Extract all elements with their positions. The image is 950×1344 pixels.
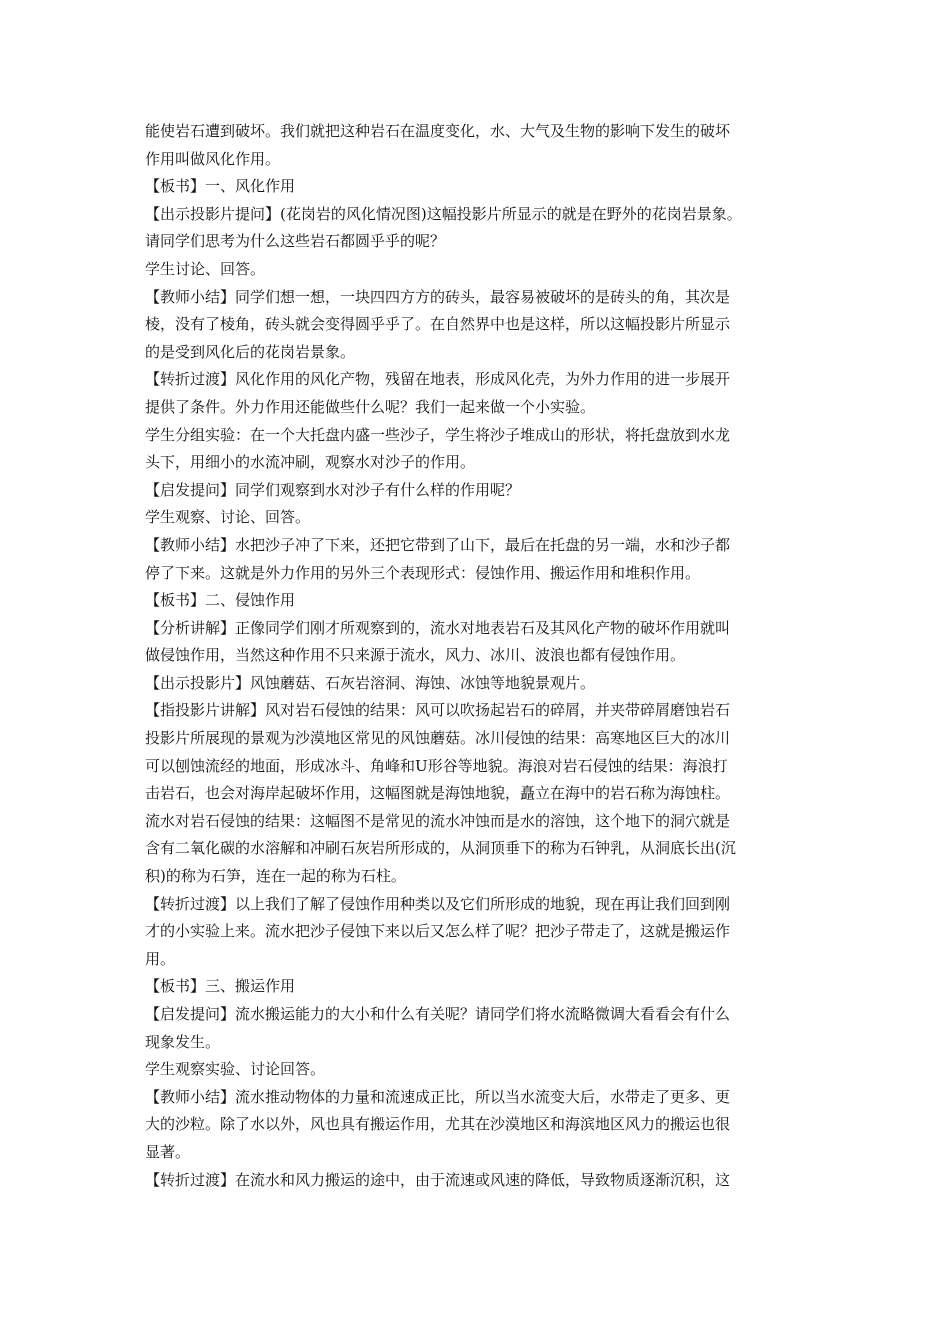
- text-line: 【指投影片讲解】风对岩石侵蚀的结果：风可以吹扬起岩石的碎屑，并夹带碎屑磨蚀岩石: [145, 701, 731, 720]
- text-line: 【分析讲解】正像同学们刚才所观察到的，流水对地表岩石及其风化产物的破坏作用就叫: [145, 618, 731, 637]
- text-line: 【板书】一、风化作用: [145, 177, 296, 196]
- text-line: 【教师小结】流水推动物体的力量和流速成正比，所以当水流变大后，水带走了更多、更: [145, 1087, 731, 1106]
- text-line: 请同学们思考为什么这些岩石都圆乎乎的呢？: [145, 232, 446, 251]
- text-line: 击岩石，也会对海岸起破坏作用，这幅图就是海蚀地貌，矗立在海中的岩石称为海蚀柱。: [145, 784, 731, 803]
- text-line: 停了下来。这就是外力作用的另外三个表现形式：侵蚀作用、搬运作用和堆积作用。: [145, 563, 701, 582]
- text-line: 提供了条件。外力作用还能做些什么呢？我们一起来做一个小实验。: [145, 397, 596, 416]
- text-line: 【板书】三、搬运作用: [145, 977, 296, 996]
- text-line: 学生分组实验：在一个大托盘内盛一些沙子，学生将沙子堆成山的形状，将托盘放到水龙: [145, 425, 731, 444]
- text-line: 显著。: [145, 1142, 191, 1161]
- text-line: 【教师小结】同学们想一想，一块四四方方的砖头，最容易被破坏的是砖头的角，其次是: [145, 287, 731, 306]
- text-line: 流水对岩石侵蚀的结果：这幅图不是常见的流水冲蚀而是水的溶蚀，这个地下的洞穴就是: [145, 811, 731, 830]
- text-line: 【启发提问】流水搬运能力的大小和什么有关呢？请同学们将水流略微调大看看会有什么: [145, 1005, 731, 1023]
- text-line: 作用叫做风化作用。: [145, 149, 281, 168]
- text-line: 【教师小结】水把沙子冲了下来，还把它带到了山下，最后在托盘的另一端，水和沙子都: [145, 535, 731, 554]
- text-line: 【出示投影片】风蚀蘑菇、石灰岩溶洞、海蚀、冰蚀等地貌景观片。: [145, 673, 596, 692]
- text-line: 棱，没有了棱角，砖头就会变得圆乎乎了。在自然界中也是这样，所以这幅投影片所显示: [145, 315, 731, 334]
- text-line: 做侵蚀作用，当然这种作用不只来源于流水，风力、冰川、波浪也都有侵蚀作用。: [145, 646, 686, 665]
- text-line: 【启发提问】同学们观察到水对沙子有什么样的作用呢？: [145, 480, 521, 499]
- text-line: 用。: [145, 949, 176, 968]
- text-line: 含有二氧化碳的水溶解和冲刷石灰岩所形成的，从洞顶垂下的称为石钟乳，从洞底长出(沉: [145, 839, 736, 858]
- text-line: 学生观察实验、讨论回答。: [145, 1060, 326, 1079]
- text-line: 大的沙粒。除了水以外，风也具有搬运作用，尤其在沙漠地区和海滨地区风力的搬运也很: [145, 1115, 731, 1134]
- text-line: 积)的称为石笋，连在一起的称为石柱。: [145, 867, 406, 886]
- text-line: 投影片所展现的景观为沙漠地区常见的风蚀蘑菇。冰川侵蚀的结果：高寒地区巨大的冰川: [145, 729, 731, 748]
- text-line: 现象发生。: [145, 1032, 221, 1051]
- text-line: 可以刨蚀流经的地面，形成冰斗、角峰和U形谷等地貌。海浪对岩石侵蚀的结果：海浪打: [145, 756, 728, 775]
- text-line: 【转折过渡】以上我们了解了侵蚀作用种类以及它们所形成的地貌，现在再让我们回到刚: [145, 894, 731, 913]
- text-line: 才的小实验上来。流水把沙子侵蚀下来以后又怎么样了呢？把沙子带走了，这就是搬运作: [145, 922, 731, 941]
- text-line: 头下，用细小的水流冲刷，观察水对沙子的作用。: [145, 453, 476, 472]
- text-line: 【转折过渡】风化作用的风化产物，残留在地表，形成风化壳，为外力作用的进一步展开: [145, 370, 731, 389]
- text-line: 能使岩石遭到破坏。我们就把这种岩石在温度变化，水、大气及生物的影响下发生的破坏: [145, 122, 731, 140]
- text-line: 的是受到风化后的花岗岩景象。: [145, 342, 356, 361]
- text-line: 【板书】二、侵蚀作用: [145, 591, 296, 610]
- document-page: [145, 118, 810, 1194]
- text-line: 【出示投影片提问】(花岗岩的风化情况图)这幅投影片所显示的就是在野外的花岗岩景象。: [145, 204, 742, 223]
- text-line: 学生讨论、回答。: [145, 259, 266, 278]
- text-line: 【转折过渡】在流水和风力搬运的途中，由于流速或风速的降低，导致物质逐渐沉积，这: [145, 1170, 731, 1189]
- text-line: 学生观察、讨论、回答。: [145, 508, 311, 527]
